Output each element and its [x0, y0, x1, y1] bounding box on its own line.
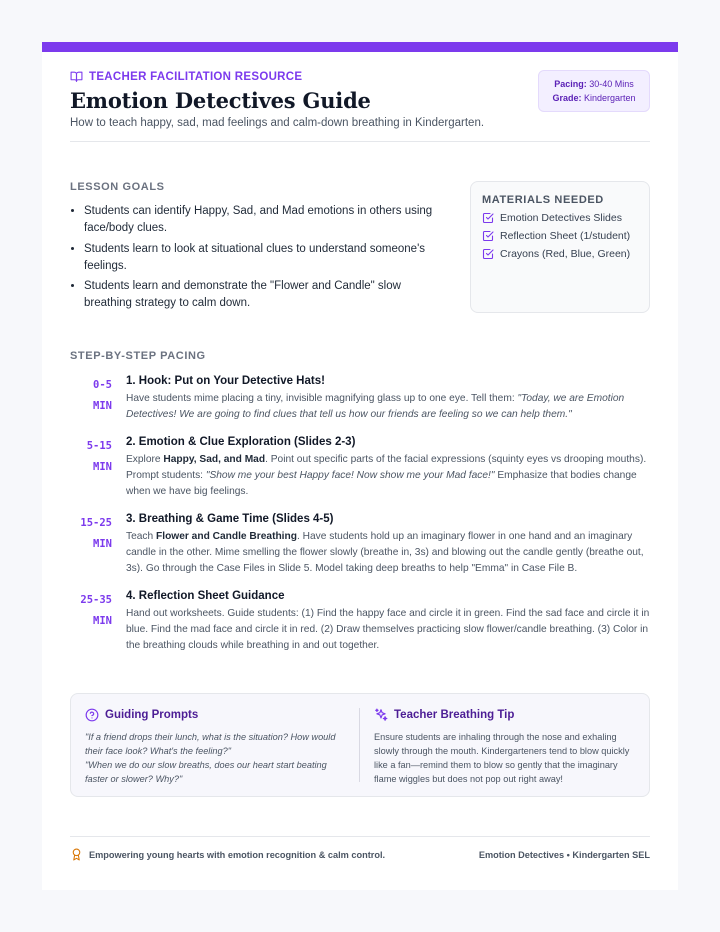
teacher-tip-heading: Teacher Breathing Tip	[374, 708, 635, 722]
pacing-heading: STEP-BY-STEP PACING	[70, 350, 206, 362]
step-body	[126, 435, 650, 500]
step-time: 0-5 MIN	[93, 379, 112, 412]
step-title: 4. Reflection Sheet Guidance	[126, 590, 285, 602]
step-by-step-pacing	[70, 350, 650, 654]
pacing-step	[70, 512, 650, 577]
goal-item: • Students learn and demonstrate the "Flower and Candle" slow breathing strategy to calm down.	[84, 278, 440, 312]
step-description: Hand out worksheets. Guide students: (1) Find the happy face and circle it in green. Find the sad face and circle it in blue. Find the mad face and circle it in red. (2) Draw themselves practicing slow flower/candle breathing. (3) Color in the breathing clouds while breathing in and out together.	[126, 608, 650, 651]
material-item: Crayons (Red, Blue, Green)	[482, 248, 638, 260]
grade-line: Grade: Kindergarten	[552, 93, 636, 103]
goal-item: • Students can identify Happy, Sad, and Mad emotions in others using face/body clues.	[84, 203, 440, 237]
prompt-question: "If a friend drops their lunch, what is the situation? How would their face look? What's the feeling?"	[85, 732, 336, 756]
guiding-prompts-heading: Guiding Prompts	[85, 708, 345, 722]
teacher-tip	[360, 708, 635, 782]
header-divider	[70, 141, 650, 142]
step-body	[126, 589, 650, 654]
footer-tagline: Empowering young hearts with emotion recognition & calm control.	[70, 848, 385, 861]
guiding-prompts	[85, 708, 360, 782]
step-time: 25-35 MIN	[80, 594, 112, 627]
lesson-goals	[70, 181, 440, 316]
prompt-question: "When we do our slow breaths, does our heart start beating faster or slower? Why?"	[85, 760, 327, 784]
goals-list	[70, 203, 440, 312]
step-title: 1. Hook: Put on Your Detective Hats!	[126, 375, 325, 387]
step-time: 15-25 MIN	[80, 517, 112, 550]
goals-heading: LESSON GOALS	[70, 181, 165, 193]
materials-card	[470, 181, 650, 313]
step-body	[126, 374, 650, 423]
checkbox-icon	[482, 248, 494, 260]
step-title: 3. Breathing & Game Time (Slides 4-5)	[126, 513, 334, 525]
step-time: 5-15 MIN	[86, 440, 112, 473]
pacing-step	[70, 374, 650, 423]
footer	[70, 848, 650, 861]
eyebrow-text: TEACHER FACILITATION RESOURCE	[89, 70, 303, 83]
guide-page	[42, 42, 678, 890]
pacing-step	[70, 589, 650, 654]
teacher-tip-text: Ensure students are inhaling through the nose and exhaling slowly through the mouth. Kindergarteners tend to blow quickly like a fan—remind them to blow so gently that the imaginary flame wiggles but does not pop out right away!	[374, 732, 630, 784]
footer-brand: Emotion Detectives • Kindergarten SEL	[478, 849, 650, 860]
page-subtitle: How to teach happy, sad, mad feelings and calm-down breathing in Kindergarten.	[70, 117, 485, 129]
step-title: 2. Emotion & Clue Exploration (Slides 2-3)	[126, 436, 356, 448]
material-item: Emotion Detectives Slides	[482, 212, 638, 224]
footer-divider	[70, 836, 650, 837]
pacing-line: Pacing: 30-40 Mins	[554, 79, 634, 89]
sparkles-icon	[374, 708, 388, 722]
step-description: Explore Happy, Sad, and Mad. Point out specific parts of the facial expressions (squinty eyes vs drooping mouths). Prompt students: "Show me your best Happy face! Now show me your Mad face!" Emphasize that bodies change when we have big feelings.	[126, 454, 647, 497]
award-icon	[70, 848, 83, 861]
materials-heading: MATERIALS NEEDED	[482, 194, 604, 206]
goal-item: • Students learn to look at situational clues to understand someone's feelings.	[84, 241, 440, 275]
step-body	[126, 512, 650, 577]
page-title: Emotion Detectives Guide	[70, 88, 371, 113]
accent-top-bar	[42, 42, 678, 52]
step-description: Teach Flower and Candle Breathing. Have students hold up an imaginary flower in one hand and an imaginary candle in the other. Mime smelling the flower slowly (breathe in, 3s) and blowing out the candle gently (breathe out, 3s). Go through the Case Files in Slide 5. Model taking deep breaths to help "Emma" in Case File B.	[126, 531, 644, 574]
tips-card	[70, 693, 650, 797]
step-description: Have students mime placing a tiny, invisible magnifying glass up to one eye. Tell them: "Today, we are Emotion Detectives! We are going to find clues that tell us how our friends are feeling so we can help them."	[126, 393, 625, 420]
book-open-icon	[70, 70, 83, 83]
checkbox-icon	[482, 230, 494, 242]
checkbox-icon	[482, 212, 494, 224]
pacing-badge	[538, 70, 650, 112]
material-item: Reflection Sheet (1/student)	[482, 230, 638, 242]
question-circle-icon	[85, 708, 99, 722]
pacing-step	[70, 435, 650, 500]
